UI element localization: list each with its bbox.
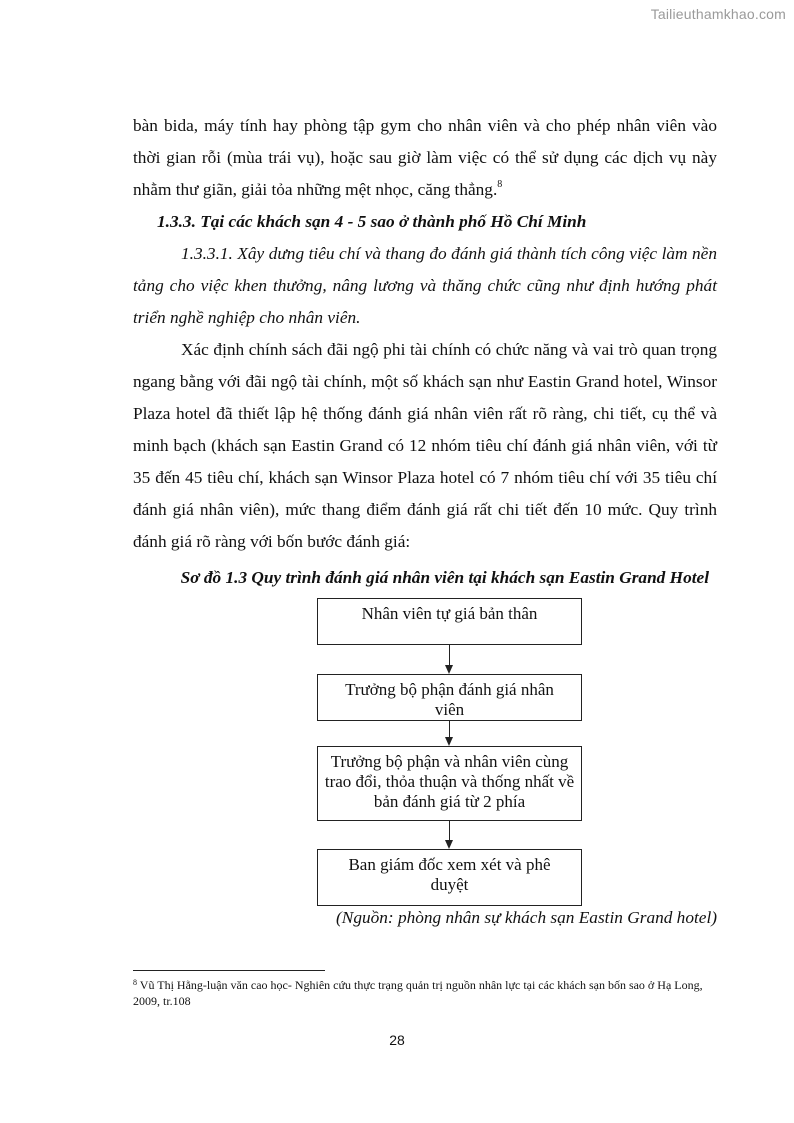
flow-step-3: Trưởng bộ phận và nhân viên cùng trao đổi, thỏa thuận và thống nhất về bản đánh giá từ 2 phía — [317, 746, 582, 821]
flow-arrow-2 — [449, 721, 451, 746]
flow-arrow-1 — [449, 645, 451, 674]
section-heading: 1.3.3. Tại các khách sạn 4 - 5 sao ở thành phố Hồ Chí Minh — [157, 212, 587, 231]
footnote-divider — [133, 970, 325, 971]
flow-step-2: Trưởng bộ phận đánh giá nhân viên — [317, 674, 582, 721]
diagram-title: Sơ đồ 1.3 Quy trình đánh giá nhân viên tại khách sạn Eastin Grand Hotel — [180, 568, 709, 587]
flow-step-1: Nhân viên tự giá bản thân — [317, 598, 582, 645]
paragraph-policy: Xác định chính sách đãi ngộ phi tài chính có chức năng và vai trò quan trọng ngang bằng với đãi ngộ tài chính, một số khách sạn như Eastin Grand hotel, Winsor Plaza hotel đã thiết lập hệ thống đánh giá nhân viên rất rõ ràng, chi tiết, cụ thể và minh bạch (khách sạn Eastin Grand có 12 nhóm tiêu chí đánh giá nhân viên, với từ 35 đến 45 tiêu chí, khách sạn Winsor Plaza hotel có 7 nhóm tiêu chí với 35 tiêu chí đánh giá nhân viên), mức thang điểm đánh giá rất chi tiết đến 10 mức. Quy trình đánh giá rõ ràng với bốn bước đánh giá: — [133, 340, 717, 551]
body-text — [133, 110, 717, 558]
flow-arrow-3 — [449, 821, 451, 849]
paragraph-continued: bàn bida, máy tính hay phòng tập gym cho nhân viên và cho phép nhân viên vào thời gian rỗi (mùa trái vụ), hoặc sau giờ làm việc có thể sử dụng các dịch vụ này nhằm thư giãn, giải tỏa những mệt nhọc, căng thẳng.$^8$ — [133, 116, 717, 199]
flow-step-4: Ban giám đốc xem xét và phê duyệt — [317, 849, 582, 906]
footnote-number: 8 — [133, 978, 137, 987]
subsection-heading: 1.3.3.1. Xây dưng tiêu chí và thang đo đánh giá thành tích công việc làm nền tảng cho việc khen thưởng, nâng lương và thăng chức cũng như định hướng phát triển nghề nghiệp cho nhân viên. — [133, 244, 717, 327]
footnote-ref[interactable]: 8 — [497, 179, 503, 190]
diagram-source: (Nguồn: phòng nhân sự khách sạn Eastin Grand hotel) — [336, 908, 717, 927]
watermark: Tailieuthamkhao.com — [650, 6, 786, 22]
footnote — [133, 977, 717, 1009]
page-number: 28 — [389, 1032, 405, 1048]
footnote-text: Vũ Thị Hằng-luận văn cao học- Nghiên cứu thực trạng quản trị nguồn nhân lực tại các khách sạn bốn sao ở Hạ Long, 2009, tr.108 — [133, 978, 703, 1008]
